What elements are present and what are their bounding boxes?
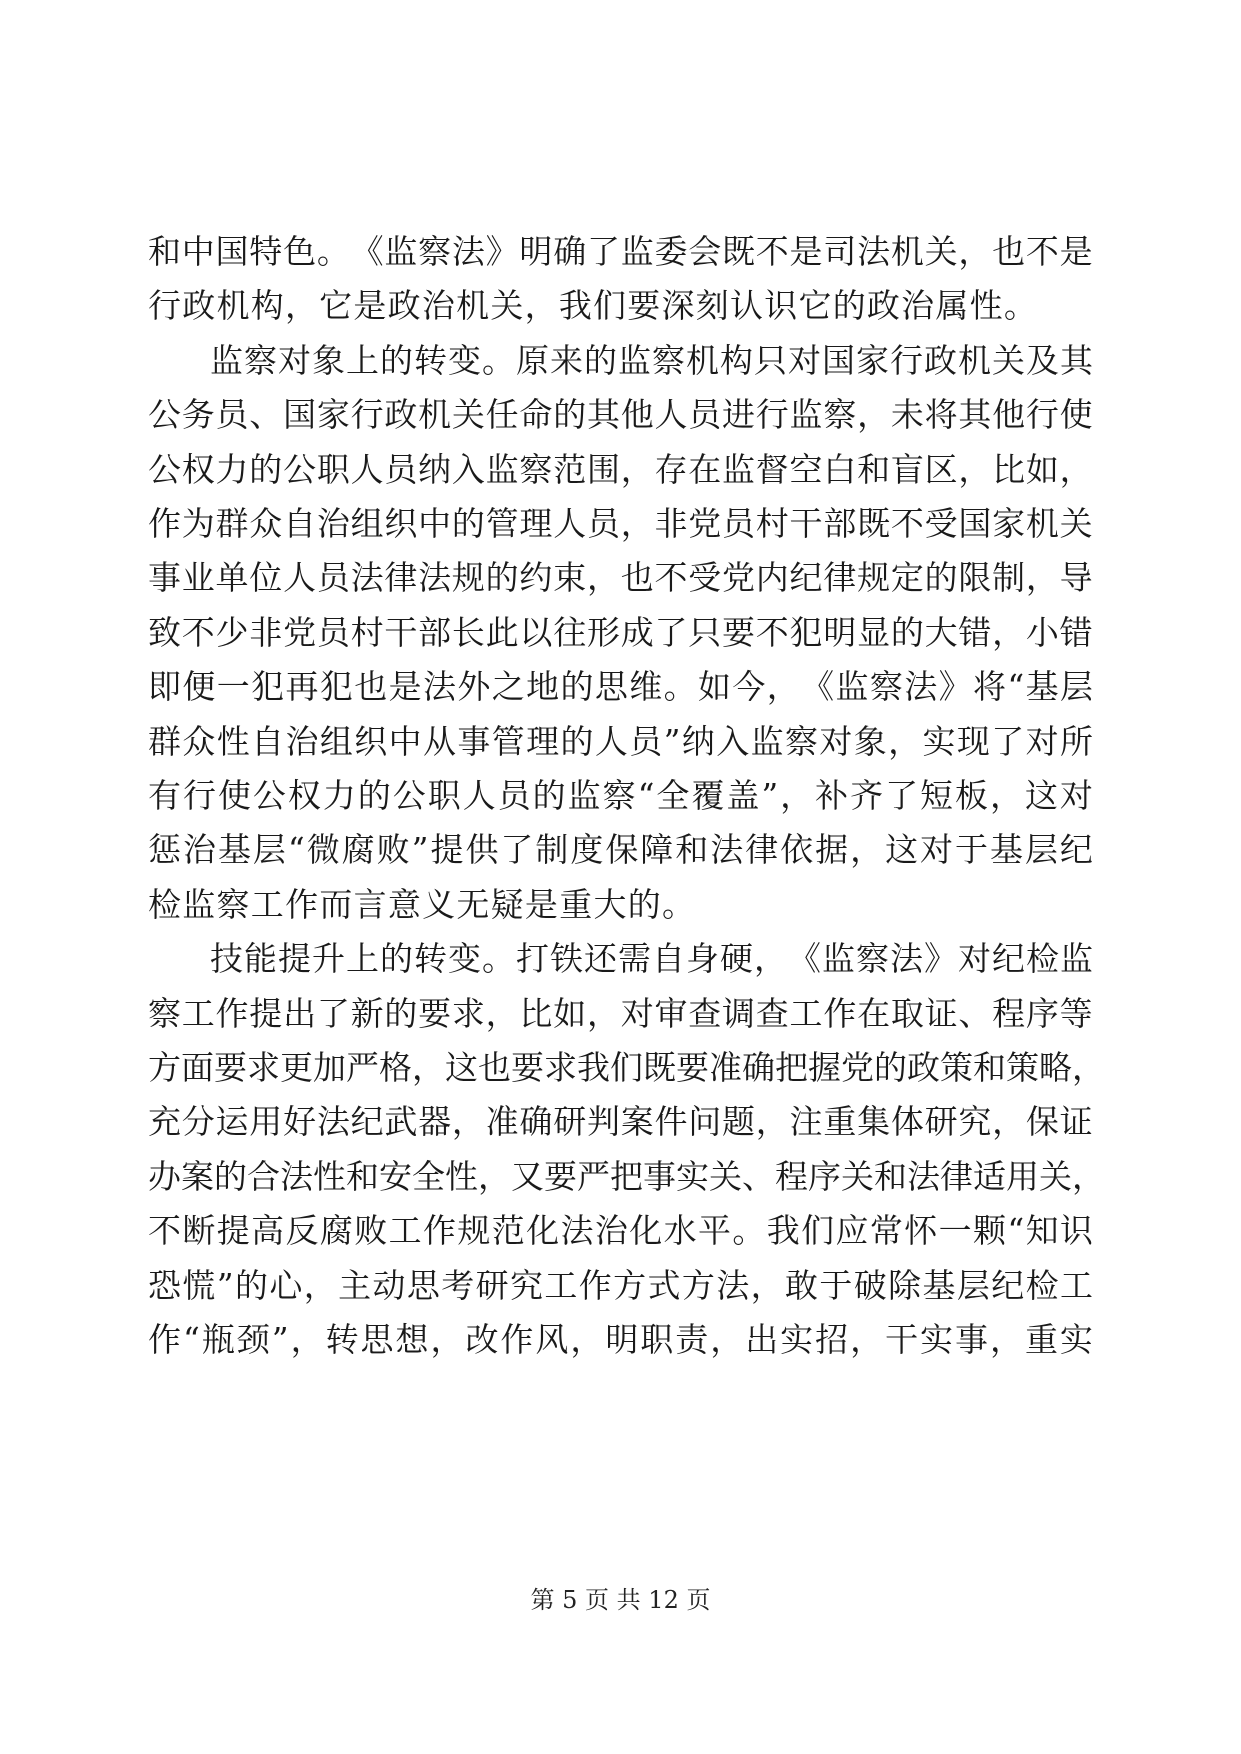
text-line-content: 惩 治 基 层 “ 微 腐 败 ” 提 供 了 制 度 保 障 和 法 律 依 据 ， 这 对 于 基 层 纪 <box>148 830 1093 870</box>
text-line <box>0 722 1241 782</box>
text-line <box>0 504 1241 564</box>
text-line-content: 方 面 要 求 更 加 严 格 ， 这 也 要 求 我 们 既 要 准 确 把 握 党 的 政 策 和 策 略 ， <box>148 1048 1105 1087</box>
text-line <box>0 613 1241 673</box>
text-line-content: 行 政 机 构 ， 它 是 政 治 机 关 ， 我 们 要 深 刻 认 识 它 的 政 治 属 性 。 <box>148 286 1037 326</box>
text-line-content: 公 务 员 、 国 家 行 政 机 关 任 命 的 其 他 人 员 进 行 监 察 ， 未 将 其 他 行 使 <box>148 395 1093 435</box>
text-line <box>0 450 1241 510</box>
text-line-content: 群 众 性 自 治 组 织 中 从 事 管 理 的 人 员 ” 纳 入 监 察 对 象 ， 实 现 了 对 所 <box>148 721 1093 761</box>
text-line-content: 恐 慌 ” 的 心 ， 主 动 思 考 研 究 工 作 方 式 方 法 ， 敢 于 破 除 基 层 纪 检 工 <box>148 1265 1093 1305</box>
text-line-content: 致 不 少 非 党 员 村 干 部 长 此 以 往 形 成 了 只 要 不 犯 明 显 的 大 错 ， 小 错 <box>148 612 1093 652</box>
text-line <box>0 1157 1241 1217</box>
text-line-content: 作 为 群 众 自 治 组 织 中 的 管 理 人 员 ， 非 党 员 村 干 部 既 不 受 国 家 机 关 <box>148 504 1093 543</box>
text-line-content: 办 案 的 合 法 性 和 安 全 性 ， 又 要 严 把 事 实 关 、 程 序 关 和 法 律 适 用 关 ， <box>148 1156 1105 1196</box>
text-line-content: 有 行 使 公 权 力 的 公 职 人 员 的 监 察 “ 全 覆 盖 ” ， 补 齐 了 短 板 ， 这 对 <box>148 776 1093 815</box>
text-line-content: 即 便 一 犯 再 犯 也 是 法 外 之 地 的 思 维 。 如 今 ， 《 监 察 法 》 将 “ 基 层 <box>148 667 1093 707</box>
text-line-content: 事 业 单 位 人 员 法 律 法 规 的 约 束 ， 也 不 受 党 内 纪 律 规 定 的 限 制 ， 导 <box>148 558 1093 598</box>
text-line-content: 公 权 力 的 公 职 人 员 纳 入 监 察 范 围 ， 存 在 监 督 空 白 和 盲 区 ， 比 如 ， <box>148 449 1093 489</box>
text-line <box>0 885 1241 945</box>
text-line <box>0 1048 1241 1108</box>
text-line <box>0 1320 1241 1380</box>
text-line <box>0 341 1241 401</box>
text-line <box>0 232 1241 292</box>
text-line <box>0 1102 1241 1162</box>
page-footer: 第 5 页 共 12 页 <box>530 1586 711 1614</box>
text-line-content: 监 察 对 象 上 的 转 变 。 原 来 的 监 察 机 构 只 对 国 家 行 政 机 关 及 其 <box>210 340 1093 380</box>
text-line <box>0 558 1241 618</box>
text-line <box>0 994 1241 1054</box>
text-line <box>0 830 1241 890</box>
text-line <box>0 939 1241 999</box>
text-line <box>0 1211 1241 1271</box>
text-line-content: 充 分 运 用 好 法 纪 武 器 ， 准 确 研 判 案 件 问 题 ， 注 重 集 体 研 究 ， 保 证 <box>148 1102 1093 1142</box>
text-line <box>0 667 1241 727</box>
text-line-content: 检 监 察 工 作 而 言 意 义 无 疑 是 重 大 的 。 <box>148 884 695 924</box>
text-line <box>0 776 1241 836</box>
text-line-content: 不 断 提 高 反 腐 败 工 作 规 范 化 法 治 化 水 平 。 我 们 应 常 怀 一 颗 “ 知 识 <box>148 1211 1093 1251</box>
text-line-content: 技 能 提 升 上 的 转 变 。 打 铁 还 需 自 身 硬 ， 《 监 察 法 》 对 纪 检 监 <box>210 939 1093 979</box>
text-line-content: 察 工 作 提 出 了 新 的 要 求 ， 比 如 ， 对 审 查 调 查 工 作 在 取 证 、 程 序 等 <box>148 993 1093 1033</box>
text-line <box>0 395 1241 455</box>
text-line <box>0 286 1241 346</box>
text-line <box>0 1266 1241 1326</box>
text-line-content: 和 中 国 特 色 。 《 监 察 法 》 明 确 了 监 委 会 既 不 是 司 法 机 关 ， 也 不 是 <box>148 232 1093 271</box>
text-line-content: 作 “ 瓶 颈 ” ， 转 思 想 ， 改 作 风 ， 明 职 责 ， 出 实 招 ， 干 实 事 ， 重 实 <box>148 1320 1093 1359</box>
